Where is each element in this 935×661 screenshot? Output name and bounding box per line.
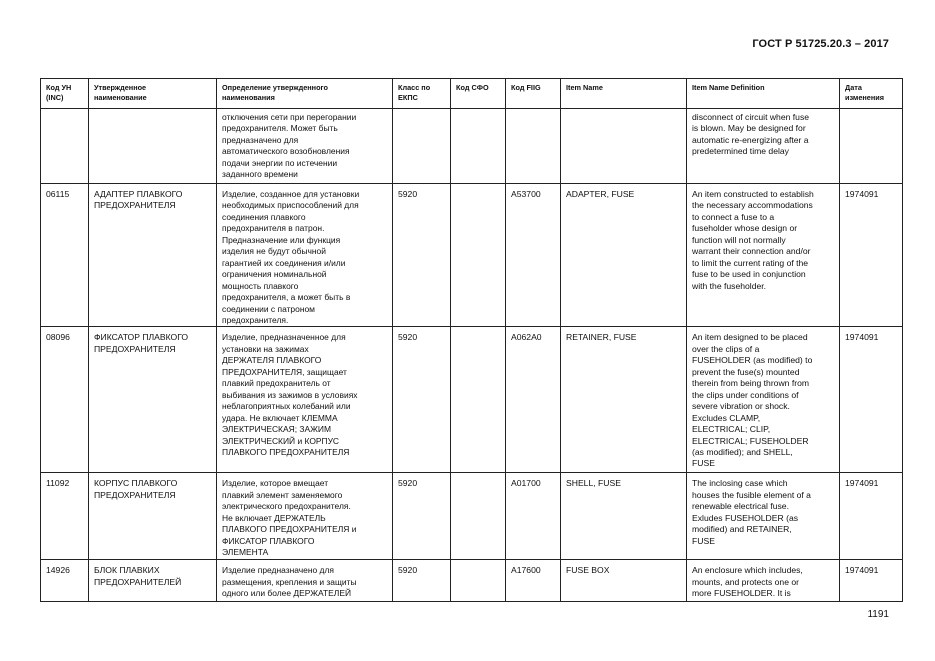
cell-approved-name: КОРПУС ПЛАВКОГО ПРЕДОХРАНИТЕЛЯ [89,473,217,560]
table-row [41,184,903,327]
cell-ekps-class: 5920 [393,184,451,327]
table-row [41,109,903,184]
table-row [41,560,903,602]
cell-change-date: 1974091 [840,560,903,602]
cell-sfo-code [451,473,506,560]
cell-item-name [561,109,687,184]
cell-inc [41,109,89,184]
cell-item-name-definition: An item constructed to establish the necessary accommodations to connect a fuse to a fuseholder whose design or function will not normally warrant their connection and/or to limit the current rating of the fuse to be used in conjunction with the fuseholder. [687,184,840,327]
column-header-sfo-code: Код СФО [451,79,506,109]
table-row [41,327,903,473]
cell-fiig-code: A01700 [506,473,561,560]
cell-fiig-code: A17600 [506,560,561,602]
cell-approved-name: АДАПТЕР ПЛАВКОГО ПРЕДОХРАНИТЕЛЯ [89,184,217,327]
cell-sfo-code [451,184,506,327]
cell-item-name: SHELL, FUSE [561,473,687,560]
cell-ekps-class: 5920 [393,473,451,560]
cell-inc: 11092 [41,473,89,560]
cell-item-name-definition: disconnect of circuit when fuse is blown. May be designed for automatic re-energizing after a predetermined time delay [687,109,840,184]
cell-definition-ru: Изделие предназначено для размещения, крепления и защиты одного или более ДЕРЖАТЕЛЕЙ [217,560,393,602]
column-header-ekps-class: Класс по ЕКПС [393,79,451,109]
cell-definition-ru: Изделие, предназначенное для установки на зажимах ДЕРЖАТЕЛЯ ПЛАВКОГО ПРЕДОХРАНИТЕЛЯ, защищает плавкий предохранитель от выбивания из зажимов в условиях неблагоприятных колебаний или удара. Не включает КЛЕММА ЭЛЕКТРИЧЕСКАЯ; ЗАЖИМ ЭЛЕКТРИЧЕСКИЙ и КОРПУС ПЛАВКОГО ПРЕДОХРАНИТЕЛЯ [217,327,393,473]
column-header-item-name-definition: Item Name Definition [687,79,840,109]
cell-ekps-class [393,109,451,184]
cell-fiig-code [506,109,561,184]
cell-fiig-code: A53700 [506,184,561,327]
catalog-table [40,78,903,602]
cell-item-name-definition: The inclosing case which houses the fusible element of a renewable electrical fuse. Exludes FUSEHOLDER (as modified) and RETAINER, FUSE [687,473,840,560]
cell-inc: 06115 [41,184,89,327]
cell-sfo-code [451,327,506,473]
cell-approved-name: БЛОК ПЛАВКИХ ПРЕДОХРАНИТЕЛЕЙ [89,560,217,602]
cell-item-name-definition: An enclosure which includes, mounts, and protects one or more FUSEHOLDER. It is [687,560,840,602]
table-header-row [41,79,903,109]
cell-change-date: 1974091 [840,473,903,560]
cell-item-name: FUSE BOX [561,560,687,602]
page-number: 1191 [867,609,889,620]
column-header-change-date: Дата изменения [840,79,903,109]
cell-item-name: ADAPTER, FUSE [561,184,687,327]
column-header-inc: Код УН (INC) [41,79,89,109]
cell-sfo-code [451,109,506,184]
cell-item-name-definition: An item designed to be placed over the clips of a FUSEHOLDER (as modified) to prevent the fuse(s) mounted therein from being thrown from the clips under conditions of severe vibration or shock. Excludes CLAMP, ELECTRICAL; CLIP, ELECTRICAL; FUSEHOLDER (as modified); and SHELL, FUSE [687,327,840,473]
cell-change-date: 1974091 [840,327,903,473]
cell-ekps-class: 5920 [393,560,451,602]
cell-definition-ru: Изделие, созданное для установки необходимых приспособлений для соединения плавкого предохранителя в патрон. Предназначение или функция изделия не будут обычной гарантией их соединения и/или ограничения номинальной мощность плавкого предохранителя, а может быть в соединении с патроном предохранителя. [217,184,393,327]
cell-definition-ru: отключения сети при перегорании предохранителя. Может быть предназначено для автоматического возобновления подачи энергии по истечении заданного времени [217,109,393,184]
cell-ekps-class: 5920 [393,327,451,473]
cell-fiig-code: A062A0 [506,327,561,473]
cell-approved-name: ФИКСАТОР ПЛАВКОГО ПРЕДОХРАНИТЕЛЯ [89,327,217,473]
column-header-item-name: Item Name [561,79,687,109]
cell-definition-ru: Изделие, которое вмещает плавкий элемент заменяемого электрического предохранителя. Не включает ДЕРЖАТЕЛЬ ПЛАВКОГО ПРЕДОХРАНИТЕЛЯ и ФИКСАТОР ПЛАВКОГО ЭЛЕМЕНТА [217,473,393,560]
cell-inc: 14926 [41,560,89,602]
column-header-approved-name: Утвержденное наименование [89,79,217,109]
cell-inc: 08096 [41,327,89,473]
cell-item-name: RETAINER, FUSE [561,327,687,473]
cell-change-date: 1974091 [840,184,903,327]
column-header-definition-ru: Определение утвержденного наименования [217,79,393,109]
cell-change-date [840,109,903,184]
document-standard-number: ГОСТ Р 51725.20.3 – 2017 [752,38,889,50]
cell-approved-name [89,109,217,184]
column-header-fiig-code: Код FIIG [506,79,561,109]
table-row [41,473,903,560]
cell-sfo-code [451,560,506,602]
